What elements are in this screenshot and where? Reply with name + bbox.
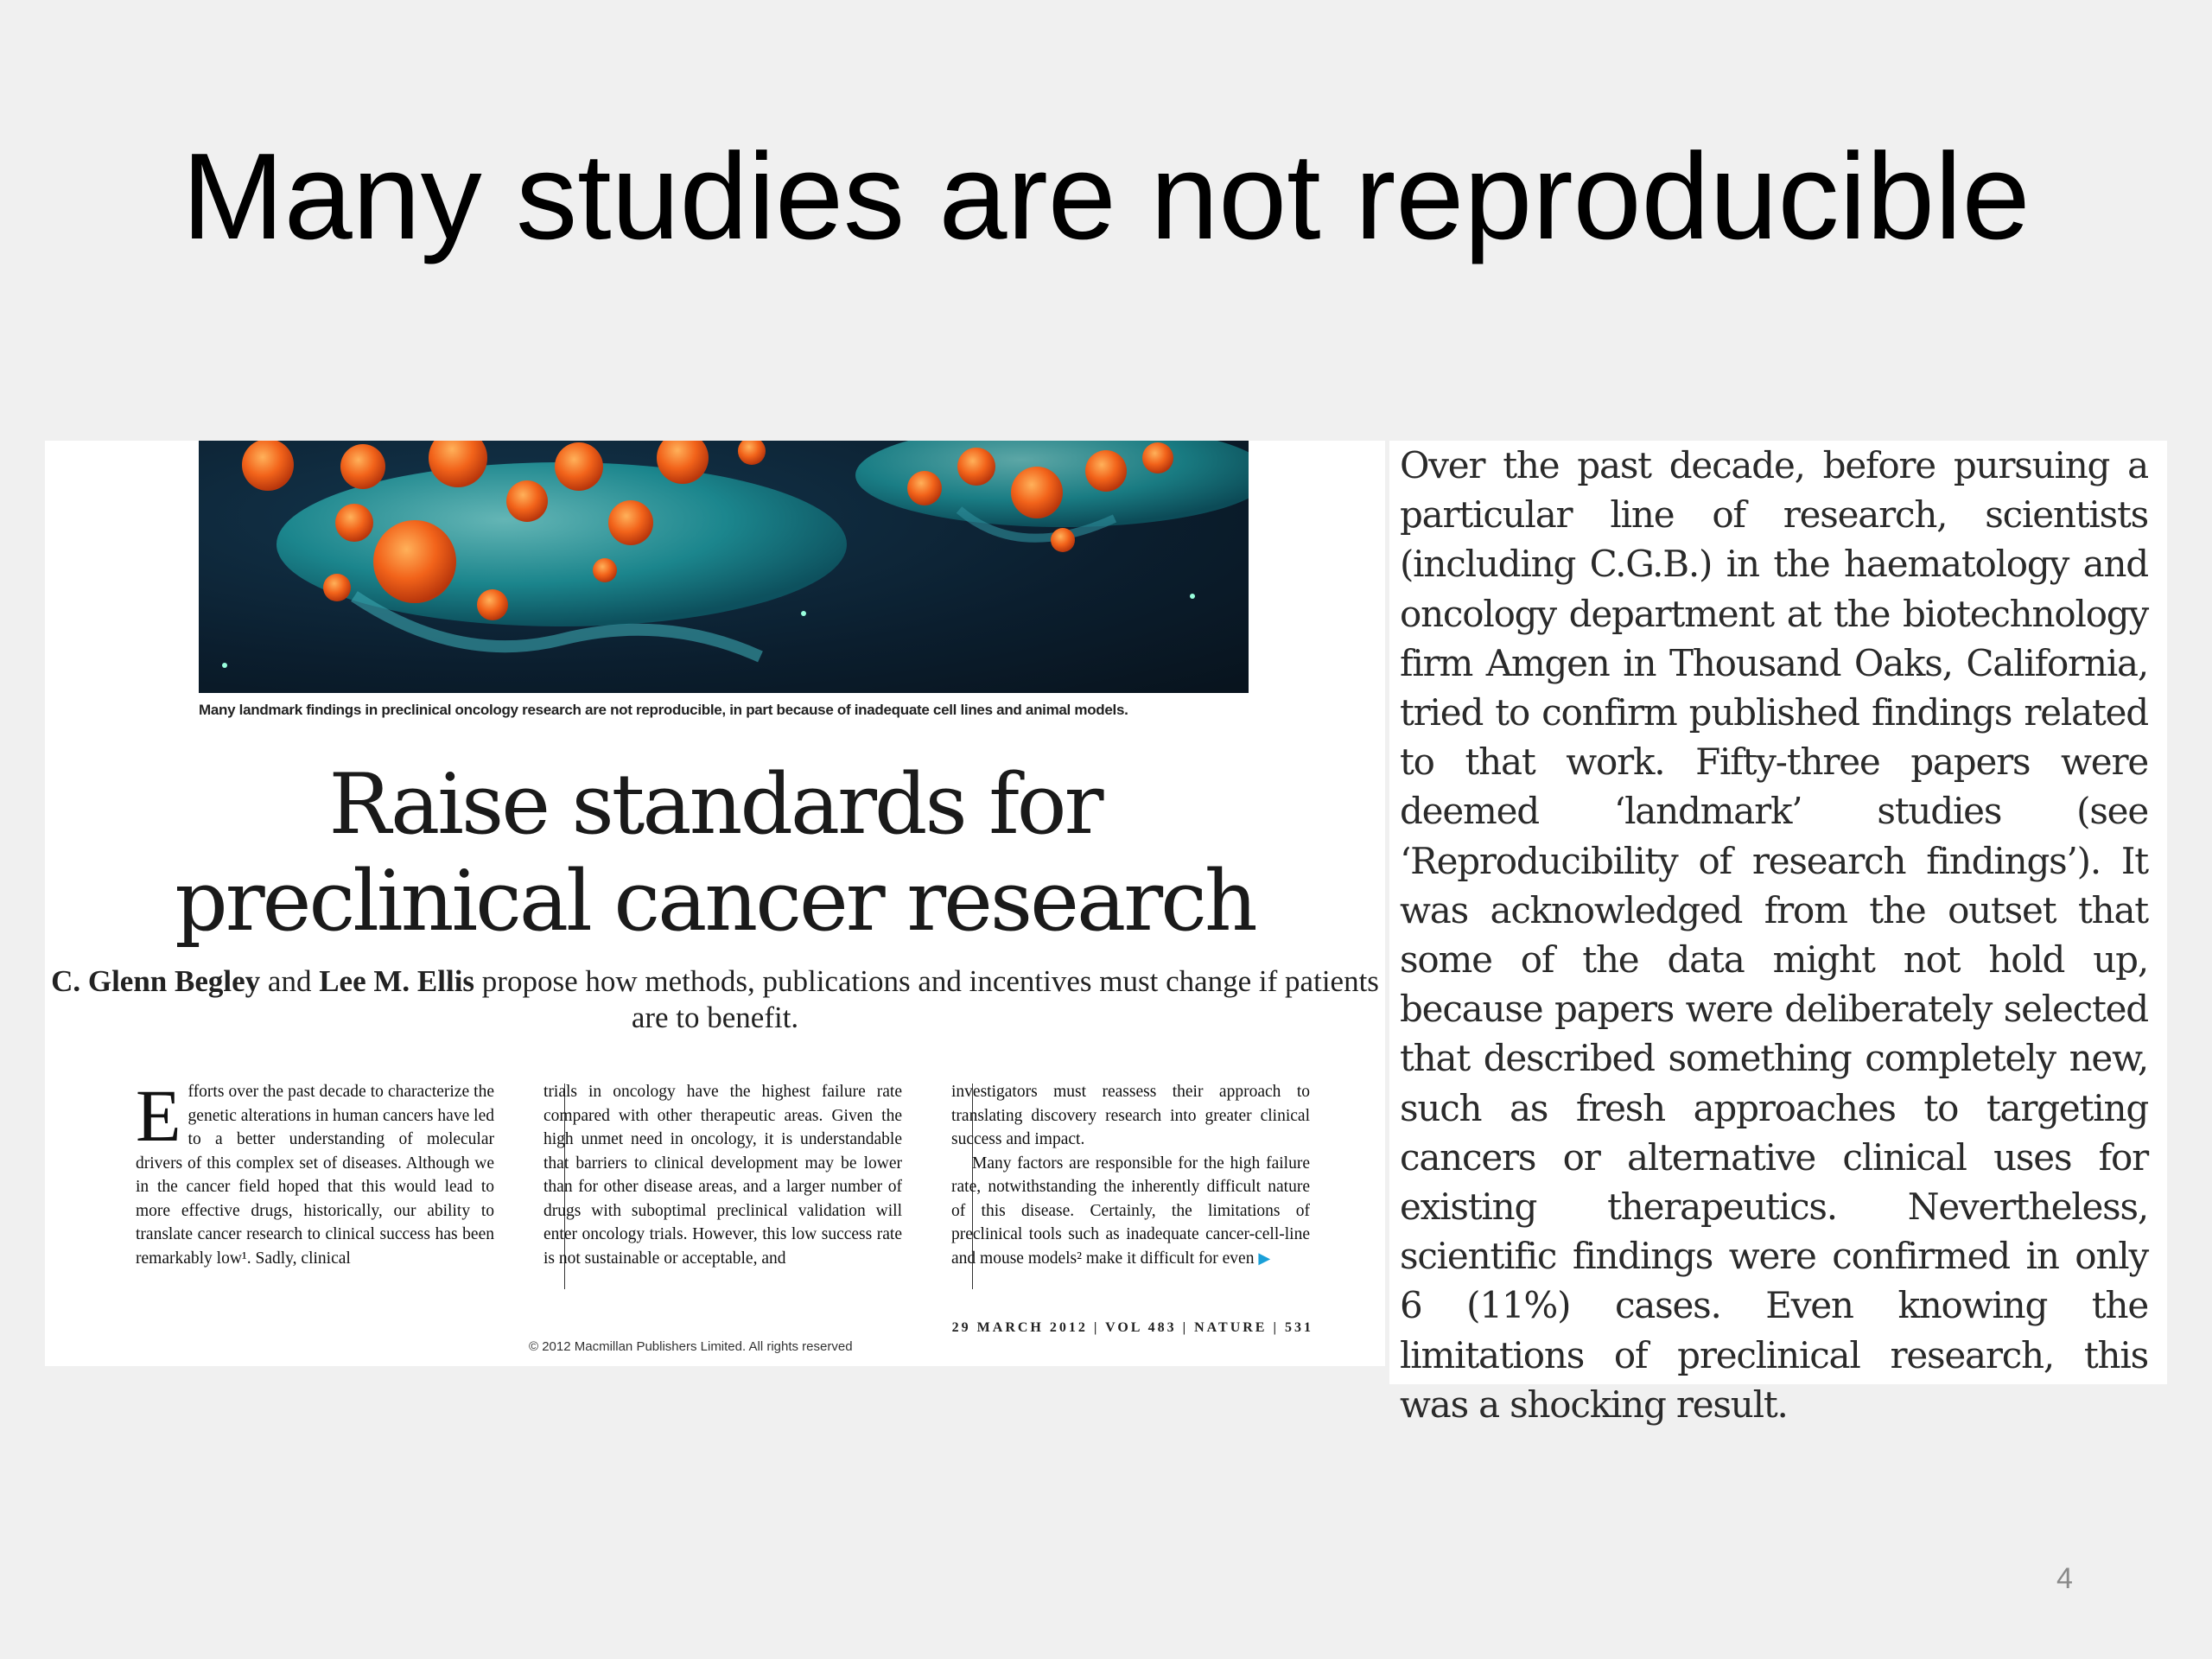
article-byline (45, 963, 1385, 1036)
cancer-cells-illustration (199, 441, 1249, 693)
slide-number: 4 (2056, 1562, 2073, 1595)
copyright-notice: © 2012 Macmillan Publishers Limited. All rights reserved (529, 1339, 853, 1354)
column-3-text-a: investigators must reassess their approach to translating discovery research into greater clinical success and impact. (951, 1083, 1310, 1148)
article-headline (45, 756, 1385, 950)
slide-title: Many studies are not reproducible (181, 128, 2031, 265)
body-column-2 (543, 1080, 902, 1292)
quote-text: Over the past decade, before pursuing a particular line of research, scientists (including C.G.B.) in the haematology and oncology department at the biotechnology firm Amgen in Thousand Oaks, California, tried to confirm published findings related to that work. Fifty-three papers were deemed ‘landmark’ studies (see ‘Reproducibility of research findings’). It was acknowledged from the outset that some of the data might not hold up, because papers were deliberately selected that described something completely new, such as fresh approaches to targeting cancers or alternative clinical uses for existing therapeutics. Nevertheless, scientific findings were confirmed in only 6 (11%) cases. Even knowing the limitations of preclinical research, this was a shocking result. (1400, 444, 2148, 1426)
drop-cap: E (136, 1080, 181, 1157)
author-ellis: Lee M. Ellis (319, 964, 475, 998)
column-2-text: trials in oncology have the highest failure rate compared with other therapeutic areas. Given the high unmet need in oncology, it is understandable that barriers to clinical development may be lower than for other disease areas, and a larger number of drugs with suboptimal preclinical validation will enter oncology trials. However, this low success rate is not sustainable or acceptable, and (543, 1083, 902, 1268)
body-column-3 (951, 1080, 1310, 1292)
column-3-text-b: Many factors are responsible for the high failure rate, notwithstanding the inherently difficult nature of this disease. Certainly, the limitations of preclinical tools such as inadequate cancer-cell-line and mouse models² make it difficult for even (951, 1154, 1310, 1268)
article-body (136, 1080, 1363, 1292)
body-column-1 (136, 1080, 494, 1292)
byline-description: propose how methods, publications and incentives must change if patients are to benefit. (474, 964, 1379, 1034)
article-scan (45, 441, 1385, 1366)
headline-line-1: Raise standards for (328, 756, 1102, 853)
continue-arrow-icon: ▶ (1258, 1249, 1271, 1267)
quote-panel (1389, 441, 2167, 1426)
column-1-text: fforts over the past decade to characterize the genetic alterations in human cancers have led to a better understanding of molecular drivers of this complex set of diseases. Although we in the cancer field hoped that this would lead to more effective drugs, historically, our ability to translate cancer research to clinical success has been remarkably low¹. Sadly, clinical (136, 1083, 494, 1268)
image-caption: Many landmark findings in preclinical oncology research are not reproducible, in part because of inadequate cell lines and animal models. (199, 702, 1128, 718)
byline-and: and (260, 964, 320, 998)
journal-footer: 29 MARCH 2012 | VOL 483 | NATURE | 531 (951, 1320, 1313, 1335)
headline-line-2: preclinical cancer research (175, 853, 1255, 950)
author-begley: C. Glenn Begley (51, 964, 261, 998)
cancer-cells-image (199, 441, 1249, 693)
